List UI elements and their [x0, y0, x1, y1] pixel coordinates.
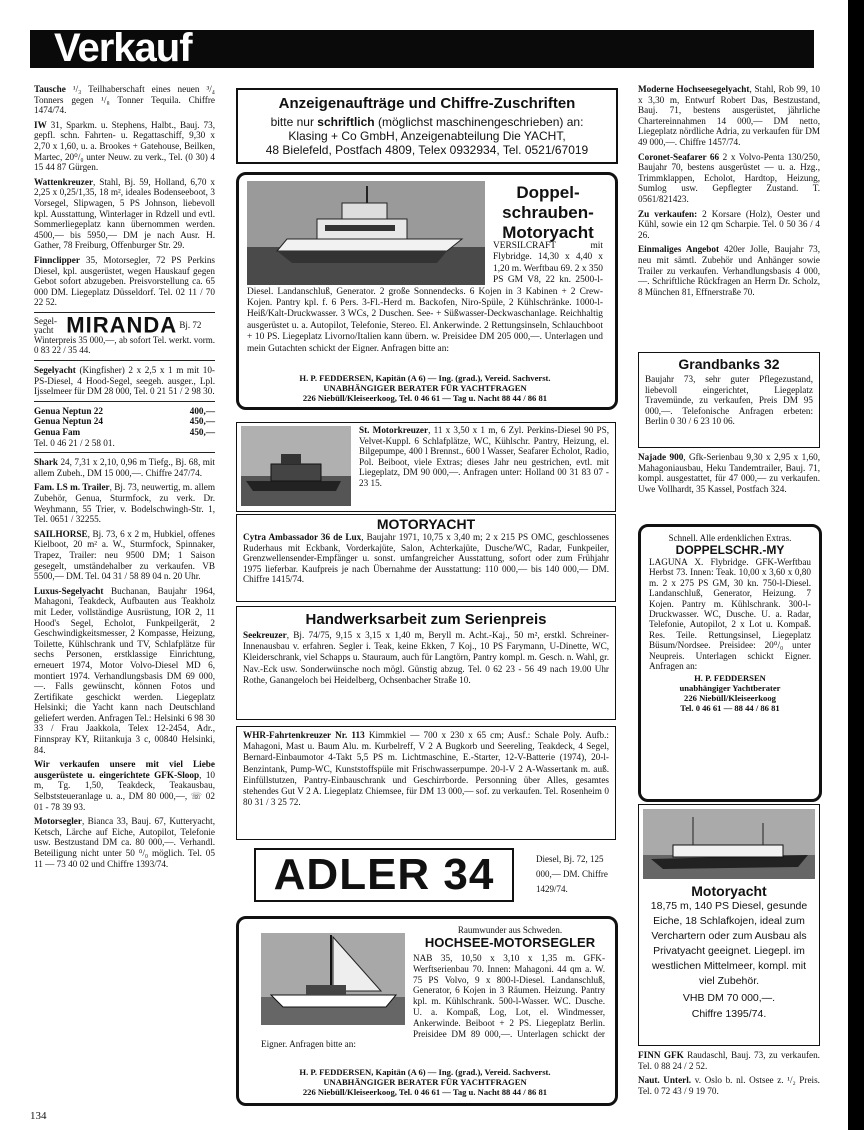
classified-ad: Wir verkaufen unsere mit viel Liebe ausgerüstete u. eingerichtete GFK-Sloop, 10 m, Tg. 1,50, Teakdeck, Teakausbau, Selbststeueranlage u. a., DM 80 000,—, ☏ 02 01 - 78 39 93.: [34, 759, 215, 812]
doppel-ad: [236, 172, 618, 410]
classified-list-right: [638, 84, 820, 297]
classified-ad: Moderne Hochseesegelyacht, Stahl, Rob 99, 10 x 3,30 m, Entwurf Robert Das, Bestzustand, Bauj. 71, bestens ausgerüstet, jährliche Chartereinnahmen 14 000,— DM netto, Liegeplatz nördliche Adria, zu verkaufen für DM 49 000,—. Chiffre 1457/74.: [638, 84, 820, 147]
hochsee-ad: [236, 916, 618, 1106]
najade-ad: Najade 900, Gfk-Serienbau 9,30 x 2,95 x 1,60, Mahagoniausbau, Heku Tandemtrailer, Bauj. 71, kompl. ausgestattet, für 47 000,— zu verkaufen. Uwe Vollhardt, 35 Kassel, Postfach 324.: [638, 452, 820, 494]
doppelmy-contact: H. P. FEDDERSEN unabhängiger Yachtberater 226 Niebüll/Kleiseerkoog Tel. 0 46 61 — 88 44 / 86 81: [679, 673, 781, 714]
grandbanks-text: Baujahr 73, sehr guter Pflegezustand, liebevoll eingerichtet, Liegeplatz Travemünde, zu verkaufen, Preis DM 95 000,—. Telefonische Anfragen erbeten: Berlin 0 30 / 6 23 10 06.: [645, 374, 813, 427]
hochsee-text: NAB 35, 10,50 x 3,10 x 1,35 m. GFK-Werftserienbau 70. Innen: Mahagoni. 44 qm a. W. 75 PS Volvo, 9 x 800-l-Diesel. Landanschluß, Generator, 6 Kojen in 3 Räumen. Heizung. Pantry kpl. m. Kühlschrank. 500-l-Wasser. WC. Dusche. U. a. Kompaß, Log, Lot, el. Windmesser, Ankerwinde. Beiboot + 2 PS. Liegeplatz Berlin. Preisidee DM 89 000,—. Unterlagen schickt der Eigner. Anfragen bitte an:: [261, 953, 605, 1050]
left-column: [34, 84, 215, 873]
hochsee-top: Raumwunder aus Schweden.: [457, 925, 563, 935]
doppelmy-top: Schnell. Alle erdenklichen Extras.: [668, 533, 792, 543]
classified-ad: Naut. Unterl. v. Oslo b. nl. Ostsee z. ¹/₂ Preis. Tel. 0 72 43 / 9 19 70.: [638, 1075, 820, 1096]
doppelmy-ad: [638, 524, 822, 802]
genua-tel: Tel. 0 46 21 / 2 58 01.: [34, 437, 115, 448]
classified-ad: Zu verkaufen: 2 Korsare (Holz), Oester und Kühl, sowie ein 12 qm Scharpie. Tel. 0 50 36 / 4 26.: [638, 208, 820, 240]
doppelmy-title: DOPPELSCHR.-MY: [675, 543, 785, 557]
miranda-suffix: Bj. 72: [179, 319, 202, 330]
doppel-contact: H. P. FEDDERSEN, Kapitän (A 6) — Ing. (grad.), Vereid. Sachverst. UNABHÄNGIGER BERATER FÜR YACHTFRAGEN 226 Niebüll/Kleiseerkoog, Tel. 0 46 61 — Tag u. Nacht 88 44 / 86 81: [299, 373, 551, 403]
classified-list-2: [34, 365, 215, 397]
grandbanks-ad: [638, 352, 820, 448]
miranda-ad: [34, 312, 215, 356]
whr-text: WHR-Fahrtenkreuzer Nr. 113 Kimmkiel — 700 x 230 x 65 cm; Ausf.: Schale Poly. Aufb.: Mahagoni, Mast u. Baum Alu. m. Kurbelreff, V 2 A Bugkorb und Seereling, Teakdeck, 4 Segel, Bernard-Einbaumotor 4-Takt 5,5 PS m. Lichtmaschine, E.-Starter, 12-V-Batterie (1974), 20-l-Benzintank, Pump-WC, Kunststoffspüle mit Frischwasserpumpe. 20-l-V 2 A-Wassertank m. auß. Einfüllstutzen, Pantry-Einbauschrank und Geschirrborde. Personning über Alles, gesamtes stehendes Gut V 2 A. Liegeplatz Chiemsee, für DM 13 000,— sof. zu verkaufen. Tel. Rosenheim 0 80 31 / 3 25 72.: [243, 730, 609, 808]
grandbanks-title: Grandbanks 32: [678, 356, 780, 372]
classified-ad: Tausche ¹/₃ Teilhaberschaft eines neuen ³/₄ Tonners gegen ¹/₈ Tonner Tequila. Chiffre 1474/74.: [34, 84, 215, 116]
classified-ad: Fam. LS m. Trailer, Bj. 73, neuwertig, m. allem Zubehör, Genua, Sturmfock, zu verk. Dr. Weyhmann, 55 Trier, v. Bodelschwingh-Str. 1, Tel. 0651 / 32255.: [34, 482, 215, 525]
genua-row: Genua Neptun 24 450,—: [34, 416, 215, 427]
right-column-bottom: [638, 1050, 820, 1100]
right-column: [638, 84, 820, 301]
hochsee-contact: H. P. FEDDERSEN, Kapitän (A 6) — Ing. (grad.), Vereid. Sachverst. UNABHÄNGIGER BERATER FÜR YACHTFRAGEN 226 Niebüll/Kleiseerkoog, Tel. 0 46 61 — Tag u. Nacht 88 44 / 86 81: [299, 1067, 551, 1097]
motoryacht-photo: [643, 809, 815, 879]
notice-line2: Klasing + Co GmbH, Anzeigenabteilung Die YACHT,: [288, 129, 566, 143]
section-banner: [30, 26, 814, 70]
classified-ad: Motorsegler, Bianca 33, Bauj. 67, Kutteryacht, Ketsch, Lärche auf Eiche, Autopilot, Telefonie usw. Bestzustand DM ca. 80 000,—. Verhandl. Beteiligung nicht unter 50 ⁰/₀ möglich. Tel. 05 11 — 73 40 02 und Chiffre 1393/74.: [34, 816, 215, 869]
classified-list-1: [34, 84, 215, 308]
motoryacht-right-title: Motoryacht: [691, 883, 767, 899]
st-motorkreuzer-text: St. Motorkreuzer, 11 x 3,50 x 1 m, 6 Zyl. Perkins-Diesel 90 PS, Velvet-Kuppl. 6 Schlafplätze, WC, Kühlschr. Pantry, Heizung, el. Bilgepumpe, 400 l Brennst., 600 l Wasser, Seafarer Echolot, Radio, Pol. Beiboot, viele Extras; dieses Jahr neu gestrichen, evtl. mit Liegeplatz, DM 90 000,—. Anfragen unter: Holland 00 31 83 07 - 23 15.: [359, 425, 609, 488]
doppelmy-text: LAGUNA X. Flybridge. GFK-Werftbau Herbst 73. Innen: Teak. 10,00 x 3,60 x 0,80 m. 2 x 275 PS GM, 30 kn. 750-l-Diesel. Landanschluß, Generator, Heizung. 7 Kojen. Pantry m. Kühlschrank. 300-l-Druckwasser. WC, Dusche. U. a. Radar, Telefonie, Autopilot, 2 x Lot u. Kompaß. Res. Teile. Rettungsinsel, Liegeplatz Büsum/Nordsee. Preisidee: 20⁰/₀ unter Neupreis. Unterlagen schickt Eigner. Anfragen an:: [649, 557, 811, 672]
adler-name: ADLER 34: [273, 850, 495, 899]
genua-ad: [34, 406, 215, 448]
miranda-text: Winterpreis 35 000,—, ab sofort Tel. werkt. vorm. 0 83 22 / 35 44.: [34, 334, 215, 356]
doppel-title: Doppel-schrauben-Motoryacht: [502, 183, 594, 242]
miranda-name: MIRANDA: [66, 312, 178, 338]
motor-cruiser-illustration: [241, 426, 351, 506]
adler-text: Diesel, Bj. 72, 125 000,— DM. Chiffre 1429/74.: [536, 854, 608, 894]
st-motorkreuzer-ad: [236, 422, 616, 512]
adler-ad: [236, 848, 614, 904]
kreuzer-photo: [241, 426, 351, 506]
handwerk-text: Seekreuzer, Bj. 74/75, 9,15 x 3,15 x 1,40 m, Beryll m. Acht.-Kaj., 50 m², erstkl. Schreiner-Innenausbau v. erfahren. Segler i. Teak, keine Ekken, 7 Koj., 10 PS Farymann, U-Dinette, WC, Kleiderschrank, viel Schapps u. Stauraum, auch für Langtörn, Pantry kompl. m. Gesch. n. Wahl, gr. Nav.-Eck usw. Sonderwünsche noch mögl. Günstig abzug. Tel. 0 62 23 - 56 49 nach 19.00 Uhr Rothe, Ganangeloch bei Heidelberg, Ochsenbacher Straße 10.: [243, 630, 609, 685]
motoryacht-right-price: VHB DM 70 000,—.: [682, 992, 776, 1004]
page-number: 134: [30, 1110, 47, 1122]
doppel-text: VERSILCRAFT mit Flybridge. 14,30 x 4,40 x 1,20 m. Werftbau 69. 2 x 350 PS GM V8, 22 kn. 2500-l-Diesel. Landanschluß, Generator. 2 große Sonnendecks. 6 Kojen in 3 Kabinen + 2 Crew-Kojen. Pantry kpl. f. 6 Pers. 3-Fl.-Herd m. Backofen, Niro-Spüle, 2 Kühlschränke. 1000-l-Heiß/Kalt-Druckwasser. 3 WCs, 2 Duschen. See- + Süßwasser-Deckwaschanlage. Reichhaltig ausgerüstet u. a. Autopilot, Telefonie, Stereo. El. Ankerwinde. 2 Rettungsinseln, Schlauchboot + 10 PS. Liegeplatz Livorno/Italien kann übern. w. Preisidee DM 205 000,—. Unterlagen und mein Gutachten schickt der Eigner. Anfragen bitte an:: [247, 241, 603, 354]
cytra-ad: [236, 514, 616, 602]
notice-title: Anzeigenaufträge und Chiffre-Zuschriften: [278, 95, 576, 112]
classified-ad: Wattenkreuzer, Stahl, Bj. 59, Holland, 6,70 x 2,25 x 0,25/1,35, 18 m², ideales Bodenseeboot, 3 Vorsegel, Slipwagen, 5 PS Johnson, liebevoll kpl. Ausstattung, Winterlager in Rdzell und evtl. Sommerliegeplatz kann übernommen werden. 4500,— bis 5950,— DM je nach Ausr. H. Gather, 78 Freiburg, Offenburger Str. 29.: [34, 176, 215, 251]
classified-ad: Shark 24, 7,31 x 2,10, 0,96 m Tiefg., Bj. 68, mit allem Zubeh., DM 15 000,—. Chiffre 247/74.: [34, 457, 215, 478]
cytra-title: MOTORYACHT: [376, 516, 476, 532]
classified-list-3: [34, 457, 215, 869]
handwerk-ad: [236, 606, 616, 720]
classified-ad: Coronet-Seafarer 66 2 x Volvo-Penta 130/250, Baujahr 70, bestens ausgerüstet — u. a. Hzg., Trimmklappen, Echolot, Hardtop, Heizung, Sumlog usw. Gepflegter Zustand. T. 0561/821423.: [638, 151, 820, 204]
motoryacht-right-text: 18,75 m, 140 PS Diesel, gesunde Eiche, 18 Schlafkojen, ideal zum Verchartern oder zum Ausbau als Privatyacht geeignet. Liegepl. im westlichen Mittelmeer, kompl. mit viel Zubehör.: [650, 900, 808, 987]
whr-ad: [236, 726, 616, 840]
handwerk-title: Handwerksarbeit zum Serienpreis: [305, 611, 547, 628]
classified-ad: Finnclipper 35, Motorsegler, 72 PS Perkins Diesel, kpl. ausgerüstet, wegen Hauskauf gegen Gebot sofort abzugeben. Preisvorstellung ca. 65 000 DM. Liegeplatz Düsseldorf. Tel. 02 11 / 70 22 52.: [34, 254, 215, 308]
notice-line1: bitte nur schriftlich (möglichst maschinengeschrieben) an:: [270, 115, 584, 129]
adler-name-box: [254, 848, 514, 902]
genua-row: Genua Fam 450,—: [34, 427, 215, 438]
classified-ad: Segelyacht (Kingfisher) 2 x 2,5 x 1 m mit 10-PS-Diesel, 4 Hood-Segel, seegeh. ausger., Lpl. Ijsselmeer für DM 28 000, Tel. 0 21 51 / 2 98 30.: [34, 365, 215, 397]
motoryacht-illustration: [643, 809, 815, 879]
classified-ad: SAILHORSE, Bj. 73, 6 x 2 m, Hubkiel, offenes Kielboot, 20 m² a. W., Sturmfock, Spinnaker, Trapez, Trailer: neu 9500 DM; 1 Saison gesegelt, umständehalber zu verkaufen. VB 5500,— DM. Tel. 04 31 / 58 89 04 n. 20 Uhr.: [34, 528, 215, 582]
page-edge-bar: [848, 0, 864, 1130]
classified-ad: FINN GFK Raudaschl, Bauj. 73, zu verkaufen. Tel. 0 88 24 / 2 52.: [638, 1050, 820, 1071]
classified-ad: Einmaliges Angebot 420er Jolle, Baujahr 73, neu mit sämtl. Zubehör und Anhänger sowie Trailer zu verkaufen. Verhandlungsbasis 4 000,—. Schriftliche Rückfragen an Herrn Dr. Scholz, 8 München 81, Effnerstraße 70.: [638, 244, 821, 297]
classified-ad: IW 31, Sparkm. u. Stephens, Halbt., Bauj. 73, gepfl. schn. Fahrten- u. Regattaschiff, 9,30 x 2,70 x 1,60, u. a. Brookes + Gatehouse, Beilken, Martec, 20⁰/₀ unter Neuw. zu verk., Tel. (0 30) 4 15 44 87 Gürgen.: [34, 119, 215, 173]
motoryacht-right-ad: [638, 804, 820, 1046]
hochsee-title: HOCHSEE-MOTORSEGLER: [424, 935, 596, 950]
classified-ad: Luxus-Segelyacht Buchanan, Baujahr 1964, Mahagoni, Teakdeck, Aufbauten aus Teakholz mit Leder, vollständige Ausrüstung, IOR 2, 11 Hood's Segel, Echolot, Funkpeilgerät, 2 Geschwindigkeitsmesser, 2 Kompasse, Heizung, Toilette, Kühlschrank und TV, Schlafplätze für sechs Personen, erstklassige Einrichtung, erneuert 1974, Motor Volvo-Diesel MD 6, montiert 1974. Verhandlungsbasis DM 69 000,—. Falls gewünscht, können Fotos und Zertifikate geschickt werden. Liegeplatz Helsinki; die Yacht kann nach Deutschland geliefert werden. Anfragen Tel.: Helsinki 6 98 30 33 / Frau Jaakkola, Telex 12-2454, Adr., Finnspray KY, Riitankuja 3 c, 00840 Helsinki, 84.: [34, 585, 215, 755]
motoryacht-right-chiffre: Chiffre 1395/74.: [691, 1008, 767, 1020]
genua-row: Genua Neptun 22 400,—: [34, 405, 215, 416]
notice-box: [236, 88, 618, 164]
section-title: Verkauf: [54, 26, 192, 70]
cytra-text: Cytra Ambassador 36 de Lux, Baujahr 1971, 10,75 x 3,40 m; 2 x 215 PS OMC, geschlossenes Ruderhaus mit Eckbank, Vorderkajüte, Salon, Achterkajüte, Dusche/WC, Radar, Funkpeiler, Grenzwellensender-Empfänger u. sonst. umfangreicher Ausstattung, sofort oder zum Frühjahr 1975 lieferbar. Kaufpreis je nach Übernahme der Ausstattung: 110 000,— bis 140 000,— DM. Chiffre 1415/74.: [243, 532, 609, 585]
notice-line3: 48 Bielefeld, Postfach 4809, Telex 0932934, Tel. 0521/67019: [265, 143, 589, 157]
miranda-prefix: Segel-yacht: [34, 315, 57, 335]
